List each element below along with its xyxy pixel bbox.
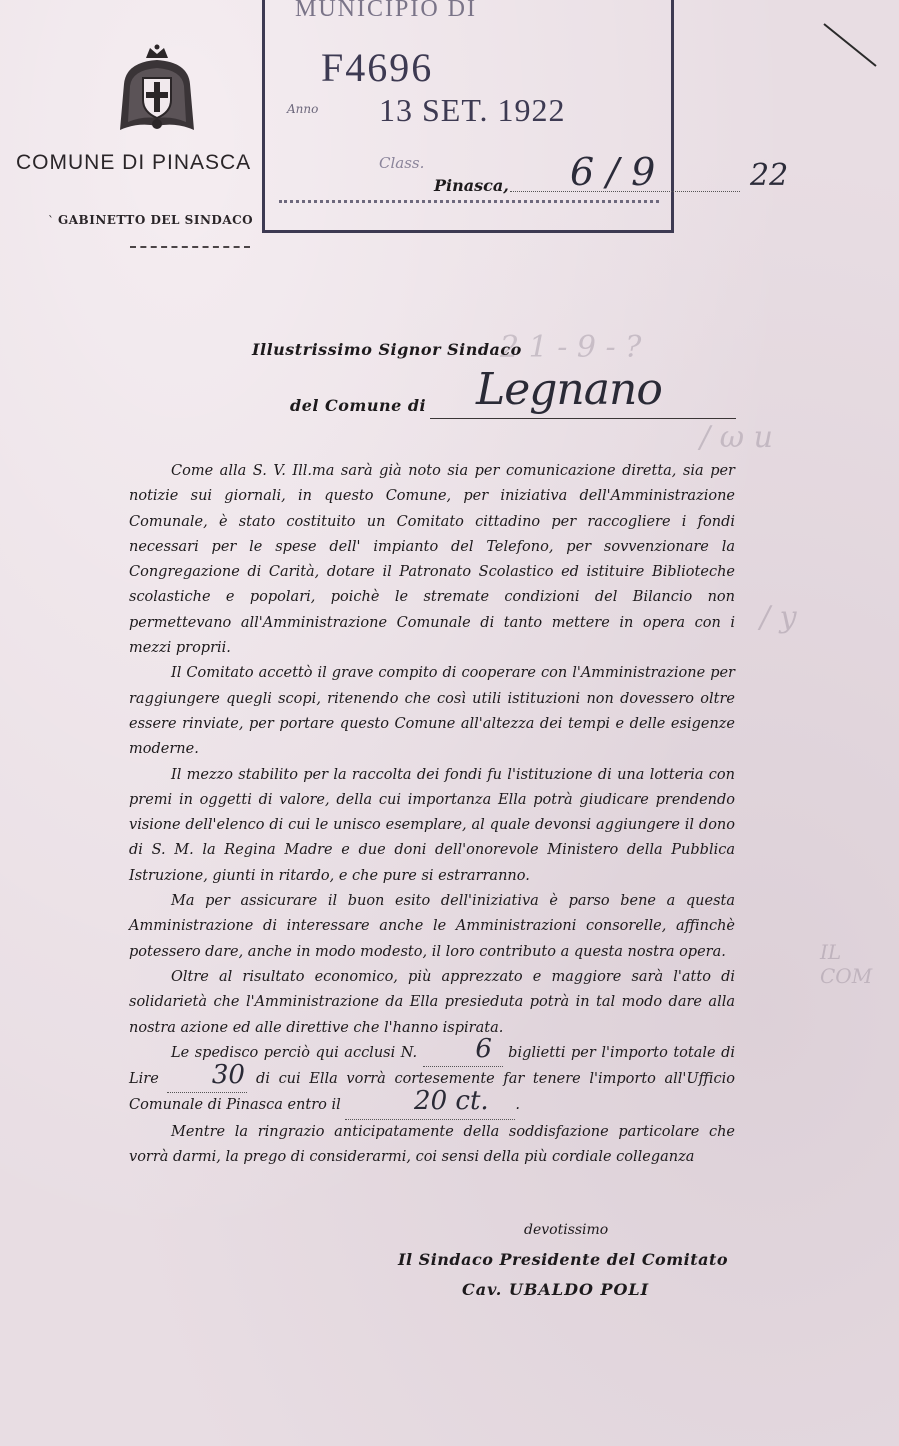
bleed-through-mark: IL COM (820, 940, 873, 988)
tickets-intro: Le spedisco perciò qui acclusi N. (171, 1044, 418, 1061)
tickets-after-amount: di cui Ella vorrà cortesemente far tenere l'importo all'Ufficio Comunale di Pinasca entro il (129, 1071, 736, 1114)
amount-field (167, 1060, 247, 1093)
comune-label: del Comune di (290, 396, 427, 415)
handwritten-year: 22 (750, 158, 789, 193)
signature-name: Cav. UBALDO POLI (462, 1280, 650, 1299)
bleed-through-mark: / ω u (700, 420, 773, 455)
bleed-through-mark: 2 1 - 9 - ? (500, 330, 642, 365)
office-name: GABINETTO DEL SINDACO (58, 213, 254, 227)
signature-title: Il Sindaco Presidente del Comitato (398, 1250, 729, 1269)
protocol-number: F4696 (321, 45, 434, 90)
bullet-mark: ˋ (48, 214, 54, 228)
paragraph: Il mezzo stabilito per la raccolta dei fondi fu l'istituzione di una lotteria con premi in oggetti di valore, della cui importanza Ella potrà giudicare prendendo visione dell'elenco di cui le unisco esemplare, al quale devonsi aggiungere il dono di S. M. la Regina Madre e due doni dell'onorevole Ministero della Pubblica Istruzione, giunti in ritardo, e che pure si estrarranno. (129, 766, 735, 884)
closing-paragraph: Mentre la ringrazio anticipatamente della soddisfazione particolare che vorrà darmi, la prego di considerarmi, coi sensi della più cordiale colleganza (129, 1123, 735, 1166)
recipient-handwritten: Legnano (476, 364, 662, 415)
handwritten-date: 6 / 9 (570, 150, 656, 194)
stamp-date: 13 SET. 1922 (379, 92, 566, 128)
pencil-stroke-icon (820, 20, 880, 70)
ticket-amount: 30 (211, 1060, 245, 1091)
paragraph: Oltre al risultato economico, più apprezzato e maggiore sarà l'atto di solidarietà che l'Amministrazione da Ella presieduta potrà in tal modo dare alla nostra azione ed alle direttive che l'hanno ispirata. (129, 968, 735, 1036)
deadline: 20 ct. (414, 1086, 489, 1117)
stamp-title: MUNICIPIO DI (295, 0, 477, 22)
stamp-anno-label: Anno (287, 102, 319, 116)
devoted-label: devotissimo (524, 1222, 609, 1238)
municipality-name: COMUNE DI PINASCA (16, 151, 252, 174)
letter-body (129, 459, 735, 1170)
bleed-through-mark: / y (760, 600, 797, 635)
tickets-paragraph (129, 1033, 736, 1120)
protocol-stamp (262, 0, 674, 233)
deadline-field (345, 1086, 515, 1119)
recipient-line (430, 418, 736, 419)
salutation: Illustrissimo Signor Sindaco (252, 340, 522, 359)
place-label: Pinasca, (434, 176, 509, 195)
stamp-class-label: Class. (379, 154, 425, 172)
tickets-after-count: biglietti per l'importo totale di Lire (129, 1044, 736, 1088)
tickets-end: . (515, 1097, 520, 1114)
paragraph: Ma per assicurare il buon esito dell'iniziativa è parso bene a questa Amministrazione di interessare anche le Amministrazioni consorelle, affinchè potessero dare, anche in modo modesto, il loro contributo a questa nostra opera. (129, 893, 735, 960)
letterhead-divider (130, 246, 250, 248)
stamp-dotted-line (279, 200, 659, 203)
paragraph: Come alla S. V. Ill.ma sarà già noto sia per comunicazione diretta, sia per notizie sui giornali, in questo Comune, per iniziativa dell'Amministrazione Comunale, è stato costituito un Comitato cittadino per raccogliere i fondi necessari per le spese dell' impianto del Telefono, per sovvenzionare la Congregazione di Carità, dotare il Patronato Scolastico ed istituire Biblioteche scolastiche e popolari, poichè le stremate condizioni del Bilancio non permettevano all'Amministrazione Comunale di tanto mettere in opera con i mezzi proprii. (129, 463, 735, 657)
ticket-count-field (423, 1033, 503, 1067)
royal-crest-icon (116, 44, 198, 136)
paragraph: Il Comitato accettò il grave compito di cooperare con l'Amministrazione per raggiungere quegli scopi, ritenendo che così utili istituzioni non dovessero oltre essere rinviate, per portare questo Comune all'altezza dei tempi e delle esigenze moderne. (129, 665, 735, 758)
ticket-count: 6 (475, 1033, 492, 1064)
